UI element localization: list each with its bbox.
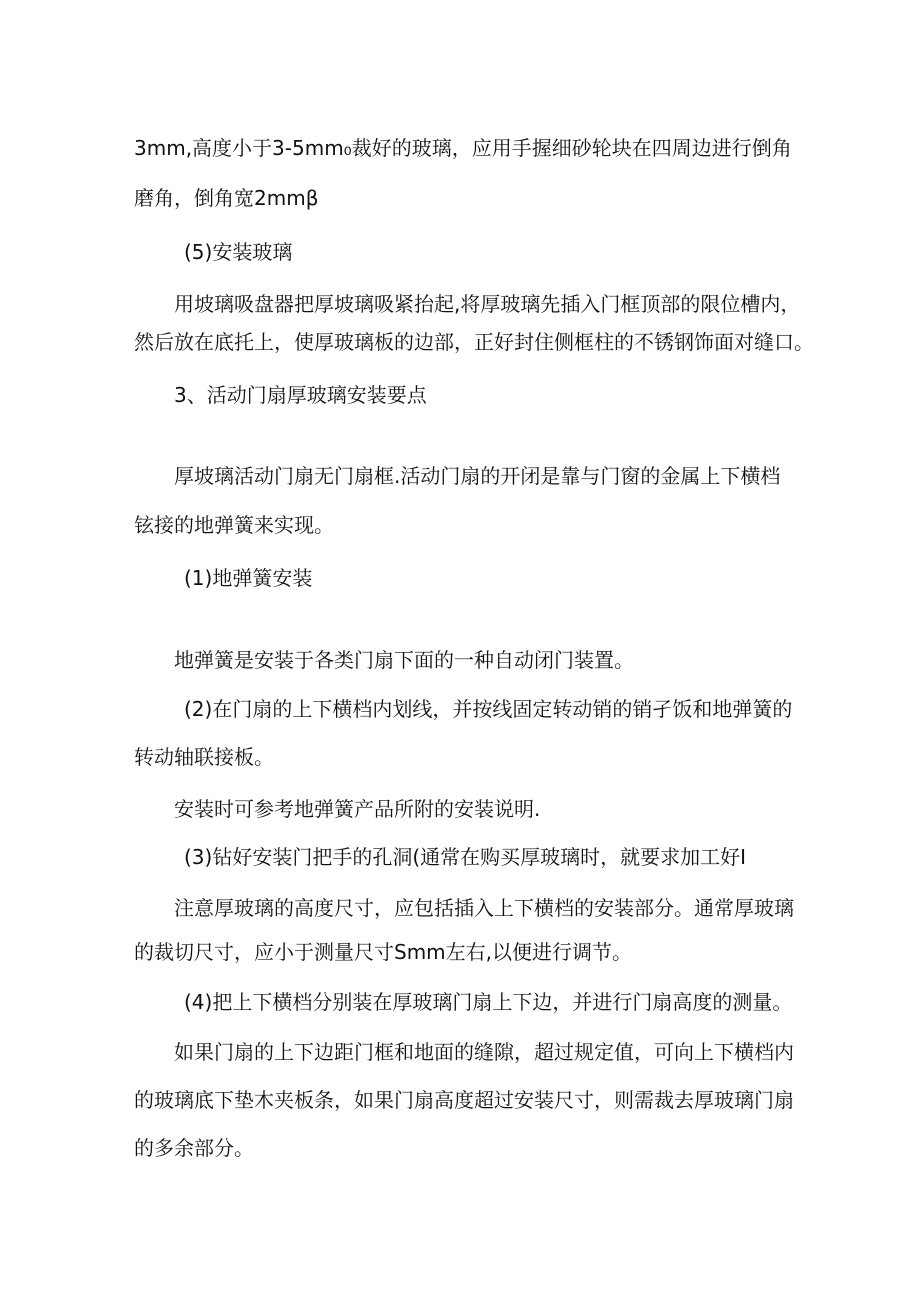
- text-line-4: 用坡璃吸盘器把厚坡璃吸紧抬起,将厚玻璃先插入门框顶部的限位槽内，: [174, 292, 801, 316]
- text-line-10: 地弹簧是安装于各类门扇下面的一种自动闭门装置。: [174, 648, 634, 672]
- text-line-8: 铉接的地弹簧来实现。: [134, 513, 334, 537]
- text-line-13: 安装时可参考地弹簧产品所附的安装说明.: [174, 797, 541, 821]
- text-line-18: 如果门扇的上下边距门框和地面的缝隙，超过规定值，可向上下横档内: [174, 1040, 794, 1064]
- text-line-7: 厚坡璃活动门扇无门扇框.活动门扇的开闭是靠与门窗的金属上下横档: [174, 464, 781, 488]
- text-line-20: 的多余部分。: [134, 1136, 254, 1160]
- text-line-19: 的玻璃底下垫木夹板条，如果门扇高度超过安装尺寸，则需裁去厚玻璃门扇: [134, 1088, 794, 1112]
- section-heading-3: 3、活动门扇厚玻璃安装要点: [174, 383, 427, 407]
- text-line-15: 注意厚玻璃的高度尺寸，应包括插入上下横档的安装部分。通常厚玻璃: [174, 896, 794, 920]
- section-heading-4: (4)把上下横档分别装在厚玻璃门扇上下边，并进行门扇高度的测量。: [184, 990, 793, 1014]
- text-line-5: 然后放在底托上，使厚玻璃板的边部，正好封住侧框柱的不锈钢饰面对缝口。: [134, 330, 814, 354]
- text-line-2: 磨角，倒角宽2mmβ: [134, 186, 319, 210]
- section-heading-2: (2)在门扇的上下横档内划线，并按线固定转动销的销孑饭和地弹簧的: [184, 697, 793, 721]
- text-line-16: 的裁切尺寸，应小于测量尺寸Smm左右,以便进行调节。: [134, 940, 633, 964]
- text-line-12: 转动轴联接板。: [134, 745, 274, 769]
- section-heading-1: (1)地弹簧安装: [184, 566, 313, 590]
- text-line-1: 3mm,高度小于3-5mm₀裁好的玻璃，应用手握细砂轮块在四周边进行倒角: [134, 136, 792, 160]
- section-heading-3b: (3)钻好安装门把手的孔洞(通常在购买厚玻璃时，就要求加工好I: [184, 845, 747, 869]
- section-heading-5: (5)安装玻璃: [184, 240, 293, 264]
